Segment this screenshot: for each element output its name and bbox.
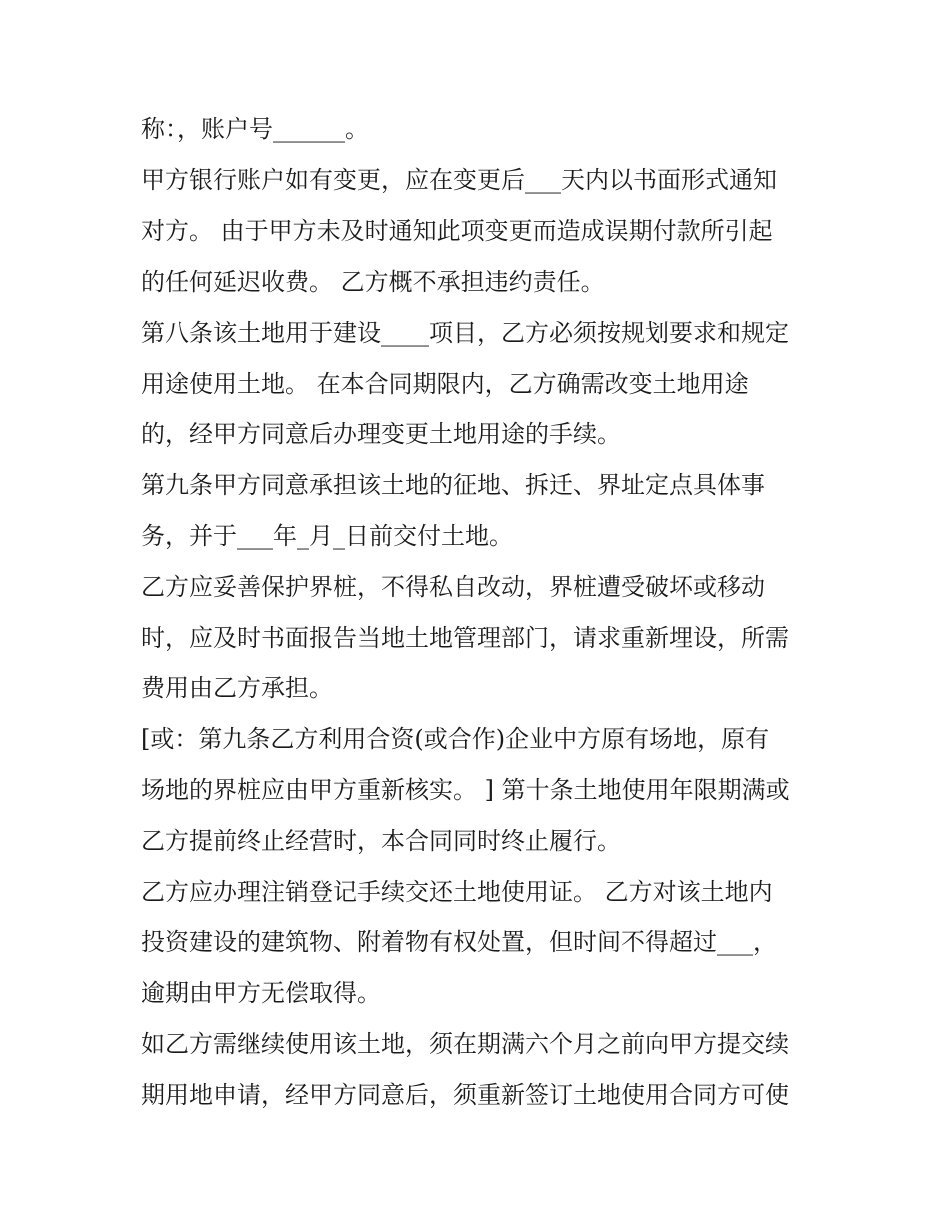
text-line: 第八条该土地用于建设____项目，乙方必须按规划要求和规定: [141, 319, 789, 347]
text-line: 务，并于___年_月_日前交付土地。: [141, 522, 513, 550]
text-line: 场地的界桩应由甲方重新核实。 ] 第十条土地使用年限期满或: [141, 776, 790, 804]
text-line: 称：，账户号______。: [141, 115, 369, 143]
text-line: 用途使用土地。 在本合同期限内，乙方确需改变土地用途: [141, 370, 749, 398]
text-line: 费用由乙方承担。: [141, 674, 333, 702]
text-line: 逾期由甲方无偿取得。: [141, 979, 381, 1007]
text-line: 的，经甲方同意后办理变更土地用途的手续。: [141, 420, 621, 448]
text-line: 第九条甲方同意承担该土地的征地、拆迁、界址定点具体事: [141, 471, 765, 499]
text-line: 乙方提前终止经营时，本合同同时终止履行。: [141, 827, 621, 855]
text-line: 时，应及时书面报告当地土地管理部门，请求重新埋设，所需: [141, 624, 789, 652]
text-line: 期用地申请，经甲方同意后，须重新签订土地使用合同方可使: [141, 1081, 789, 1109]
text-line: [或：第九条乙方利用合资(或合作)企业中方原有场地，原有: [141, 725, 770, 753]
text-line: 对方。 由于甲方未及时通知此项变更而造成误期付款所引起: [141, 217, 773, 245]
text-line: 投资建设的建筑物、附着物有权处置，但时间不得超过___，: [141, 928, 777, 956]
text-line: 甲方银行账户如有变更，应在变更后___天内以书面形式通知: [141, 166, 777, 194]
text-line: 乙方应办理注销登记手续交还土地使用证。 乙方对该土地内: [141, 878, 773, 906]
text-line: 的任何延迟收费。 乙方概不承担违约责任。: [141, 268, 605, 296]
text-line: 如乙方需继续使用该土地，须在期满六个月之前向甲方提交续: [141, 1030, 789, 1058]
text-line: 乙方应妥善保护界桩，不得私自改动，界桩遭受破坏或移动: [141, 573, 765, 601]
